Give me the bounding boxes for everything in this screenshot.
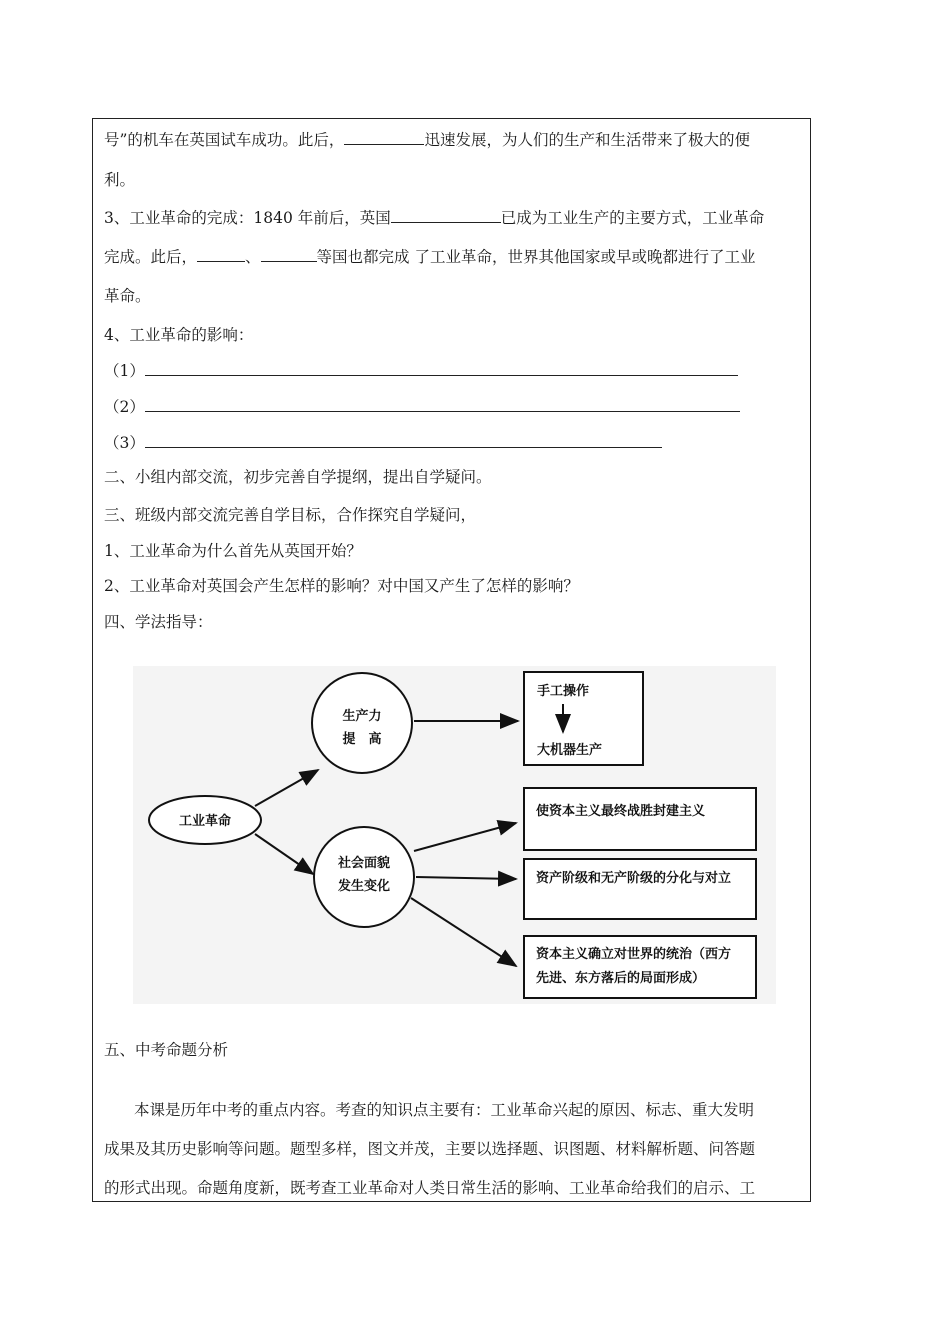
- box-production-top: 手工操作: [537, 684, 590, 699]
- arrow-root-to-society: [255, 834, 313, 874]
- section-4-heading: 四、学法指导：: [104, 613, 213, 631]
- arrow-to-box3: [416, 877, 516, 879]
- analysis-paragraph-line-2: 成果及其历史影响等问题。题型多样，图文并茂，主要以选择题、识图题、材料解析题、问答题: [104, 1140, 756, 1158]
- section-2-heading: 二、小组内部交流，初步完善自学提纲，提出自学疑问。: [104, 468, 492, 486]
- industrial-revolution-diagram: [133, 666, 776, 1004]
- answer-line-1[interactable]: [145, 375, 738, 376]
- text-line-3: 3、工业革命的完成：1840 年前后，英国 已成为工业生产的主要方式，工业革命: [104, 209, 765, 227]
- arrow-to-box4: [411, 898, 516, 966]
- section-5-heading: 五、中考命题分析: [104, 1041, 229, 1059]
- fill-blank[interactable]: [344, 130, 424, 145]
- section-3-heading: 三、班级内部交流完善自学目标，合作探究自学疑问，: [104, 506, 477, 524]
- impact-item-1: （1）: [104, 362, 145, 380]
- text-line-1: 号”的机车在英国试车成功。此后， 迅速发展，为人们的生产和生活带来了极大的便: [104, 131, 750, 149]
- impact-item-2: （2）: [104, 398, 145, 416]
- box-class-division-label: 资产阶级和无产阶级的分化与对立: [536, 871, 732, 886]
- box-class-division: [524, 859, 756, 919]
- box-capitalism-wins: [524, 788, 756, 850]
- society-label-2: 发生变化: [337, 879, 391, 894]
- analysis-paragraph-line-1: 本课是历年中考的重点内容。考查的知识点主要有：工业革命兴起的原因、标志、重大发明: [134, 1101, 755, 1119]
- section-heading-impact: 4、工业革命的影响：: [104, 326, 254, 344]
- productivity-label-2: 提 高: [342, 732, 382, 747]
- productivity-label-1: 生产力: [342, 709, 382, 724]
- box-production-bottom: 大机器生产: [537, 743, 603, 758]
- text-line-2: 利。: [104, 171, 136, 189]
- box-world-domination-line1: 资本主义确立对世界的统治（西方: [536, 947, 732, 962]
- box-world-domination: [524, 936, 756, 998]
- question-1: 1、工业革命为什么首先从英国开始？: [104, 542, 362, 560]
- fill-blank[interactable]: [197, 247, 245, 262]
- question-2: 2、工业革命对英国会产生怎样的影响？对中国又产生了怎样的影响？: [104, 577, 579, 595]
- society-node: [314, 827, 414, 927]
- box-world-domination-line2: 先进、东方落后的局面形成）: [536, 971, 706, 986]
- answer-line-2[interactable]: [145, 411, 740, 412]
- text-line-4: 完成。此后， 、 等国也都完成 了工业革命，世界其他国家或早或晚都进行了工业: [104, 248, 756, 266]
- arrow-root-to-productivity: [255, 770, 318, 806]
- impact-item-3: （3）: [104, 434, 145, 452]
- text-line-5: 革命。: [104, 287, 151, 305]
- fill-blank[interactable]: [261, 247, 317, 262]
- arrow-to-box2: [414, 823, 516, 851]
- answer-line-3[interactable]: [145, 447, 662, 448]
- analysis-paragraph-line-3: 的形式出现。命题角度新，既考查工业革命对人类日常生活的影响、工业革命给我们的启示、工: [104, 1179, 756, 1197]
- box-capitalism-wins-label: 使资本主义最终战胜封建主义: [536, 804, 706, 819]
- society-label-1: 社会面貌: [337, 856, 391, 871]
- root-label: 工业革命: [178, 814, 232, 829]
- fill-blank[interactable]: [391, 208, 501, 223]
